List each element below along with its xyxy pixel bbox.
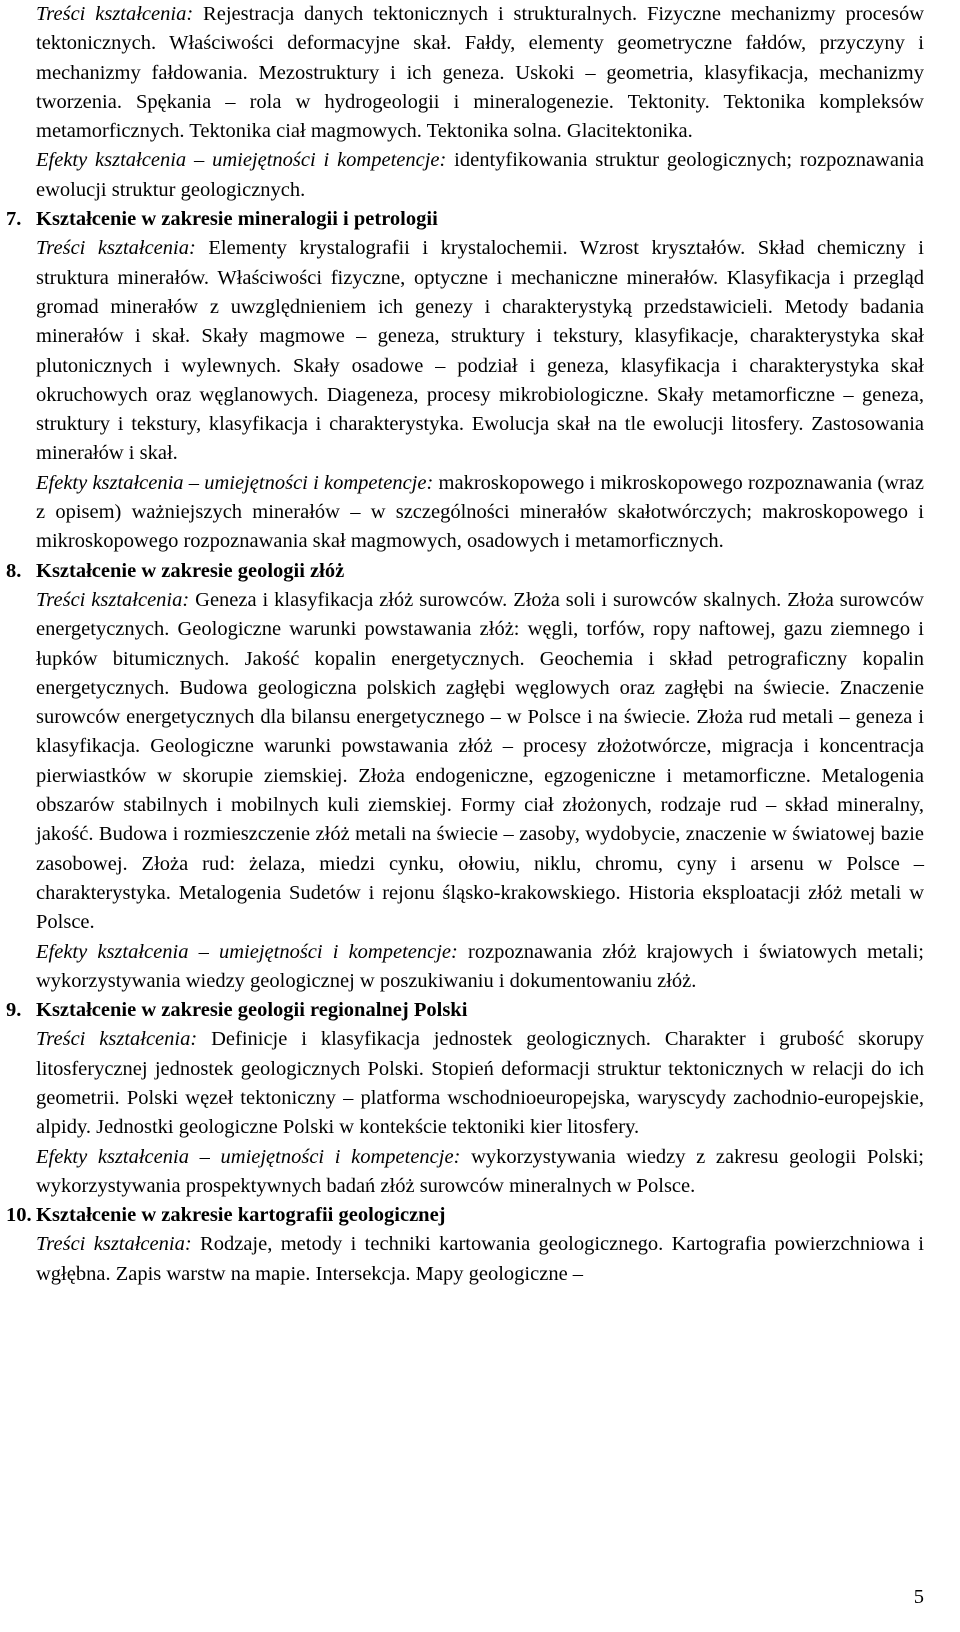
section-7-mineralogy-petrology xyxy=(6,205,924,557)
tresci-paragraph xyxy=(36,0,924,146)
efekty-paragraph xyxy=(36,146,924,205)
efekty-label: Efekty kształcenia – umiejętności i kompetencje: xyxy=(36,1145,461,1168)
tresci-label: Treści kształcenia: xyxy=(36,1028,198,1051)
efekty-text: identyfikowania struktur geologicznych; rozpoznawania ewolucji struktur geologicznych. xyxy=(36,149,924,201)
efekty-paragraph xyxy=(36,938,924,997)
efekty-text: wykorzystywania wiedzy z zakresu geologii Polski; wykorzystywania prospektywnych badań złóż surowców mineralnych w Polsce. xyxy=(36,1145,924,1197)
document-page xyxy=(6,0,924,1289)
section-number: 10. xyxy=(6,1204,32,1227)
tresci-paragraph xyxy=(36,586,924,938)
tresci-paragraph xyxy=(36,234,924,468)
tresci-text: Definicje i klasyfikacja jednostek geologicznych. Charakter i grubość skorupy litosferycznej jednostek geologicznych Polski. Stopień deformacji struktur tektonicznych w relacji do ich geometrii. Polski węzeł tektoniczny – platforma wschodnioeuropejska, waryscydy zachodnio-europejskie, alpidy. Jednostki geologiczne Polski w kontekście tektoniki kier litosfery. xyxy=(36,1028,924,1139)
section-9-regional-geology xyxy=(6,996,924,1201)
tresci-text: Geneza i klasyfikacja złóż surowców. Złoża soli i surowców skalnych. Złoża surowców energetycznych. Geologiczne warunki powstawania złóż: węgli, torfów, ropy naftowej, gazu ziemnego i łupków bitumicznych. Jakość kopalin energetycznych. Geochemia i skład petrograficzny kopalin energetycznych. Budowa geologiczna polskich zagłębi węglowych oraz zagłębi na świecie. Znaczenie surowców energetycznych dla bilansu energetycznego – w Polsce i na świecie. Złoża rud metali – geneza i klasyfikacja. Geologiczne warunki powstawania złóż – procesy złożotwórcze, migracja i koncentracja pierwiastków w skorupie ziemskiej. Złoża endogeniczne, egzogeniczne i metamorficzne. Metalogenia obszarów stabilnych i mobilnych kuli ziemskiej. Formy ciał złożonych, rodzaje rud – skład mineralny, jakość. Budowa i rozmieszczenie złóż metali na świecie – zasoby, wydobycie, znaczenie w światowej bazie zasobowej. Złoża rud: żelaza, miedzi cynku, ołowiu, niklu, chromu, cyny i arsenu w Polsce – charakterystyka. Metalogenia Sudetów i rejonu śląsko-krakowskiego. Historia eksploatacji złóż metali w Polsce. xyxy=(36,588,924,934)
section-number: 7. xyxy=(6,208,22,231)
tresci-text: Rejestracja danych tektonicznych i strukturalnych. Fizyczne mechanizmy procesów tektonicznych. Właściwości deformacyjne skał. Fałdy, elementy geometryczne fałdów, przyczyny i mechanizmy fałdowania. Mezostruktury i ich geneza. Uskoki – geometria, klasyfikacja, mechanizmy tworzenia. Spękania – rola w hydrogeologii i mineralogenezie. Tektonity. Tektonika kompleksów metamorficznych. Tektonika ciał magmowych. Tektonika solna. Glacitektonika. xyxy=(36,3,924,143)
efekty-text: rozpoznawania złóż krajowych i światowych metali; wykorzystywania wiedzy geologicznej w poszukiwaniu i dokumentowaniu złóż. xyxy=(36,940,924,992)
section-10-geological-cartography xyxy=(6,1201,924,1289)
tresci-paragraph xyxy=(36,1025,924,1142)
section-heading xyxy=(6,205,924,234)
tresci-label: Treści kształcenia: xyxy=(36,237,196,260)
tresci-text: Rodzaje, metody i techniki kartowania geologicznego. Kartografia powierzchniowa i wgłębna. Zapis warstw na mapie. Intersekcja. Mapy geologiczne – xyxy=(36,1233,924,1285)
section-heading xyxy=(6,1201,924,1230)
tresci-paragraph xyxy=(36,1230,924,1289)
efekty-label: Efekty kształcenia – umiejętności i kompetencje: xyxy=(36,471,434,494)
section-heading xyxy=(6,557,924,586)
tresci-label: Treści kształcenia: xyxy=(36,1233,192,1256)
efekty-label: Efekty kształcenia – umiejętności i kompetencje: xyxy=(36,149,447,172)
section-number: 8. xyxy=(6,559,22,582)
efekty-label: Efekty kształcenia – umiejętności i kompetencje: xyxy=(36,940,458,963)
section-8-ore-geology xyxy=(6,557,924,996)
section-title: Kształcenie w zakresie mineralogii i petrologii xyxy=(36,208,438,231)
tresci-text: Elementy krystalografii i krystalochemii. Wzrost kryształów. Skład chemiczny i struktura minerałów. Właściwości fizyczne, optyczne i mechaniczne minerałów. Klasyfikacja i przegląd gromad minerałów z uwzględnieniem ich genezy i charakterystyką przedstawicieli. Metody badania minerałów i skał. Skały magmowe – geneza, struktury i tekstury, klasyfikacje, charakterystyka skał plutonicznych i wylewnych. Skały osadowe – podział i geneza, klasyfikacja i charakterystyka skał okruchowych oraz węglanowych. Diageneza, procesy mikrobiologiczne. Skały metamorficzne – geneza, struktury i tekstury, klasyfikacja i charakterystyka. Ewolucja skał na tle ewolucji litosfery. Zastosowania minerałów i skał. xyxy=(36,237,924,465)
page-number: 5 xyxy=(913,1586,924,1608)
efekty-paragraph xyxy=(36,469,924,557)
efekty-text: makroskopowego i mikroskopowego rozpoznawania (wraz z opisem) ważniejszych minerałów – w szczególności minerałów skałotwórczych; makroskopowego i mikroskopowego rozpoznawania skał magmowych, osadowych i metamorficznych. xyxy=(36,471,924,553)
section-title: Kształcenie w zakresie geologii regionalnej Polski xyxy=(36,999,468,1022)
tresci-label: Treści kształcenia: xyxy=(36,588,190,611)
efekty-paragraph xyxy=(36,1143,924,1202)
section-title: Kształcenie w zakresie geologii złóż xyxy=(36,559,345,582)
section-structural-geology-continued xyxy=(36,0,924,205)
tresci-label: Treści kształcenia: xyxy=(36,3,194,25)
section-title: Kształcenie w zakresie kartografii geologicznej xyxy=(36,1204,446,1227)
section-heading xyxy=(6,996,924,1025)
section-number: 9. xyxy=(6,999,22,1022)
